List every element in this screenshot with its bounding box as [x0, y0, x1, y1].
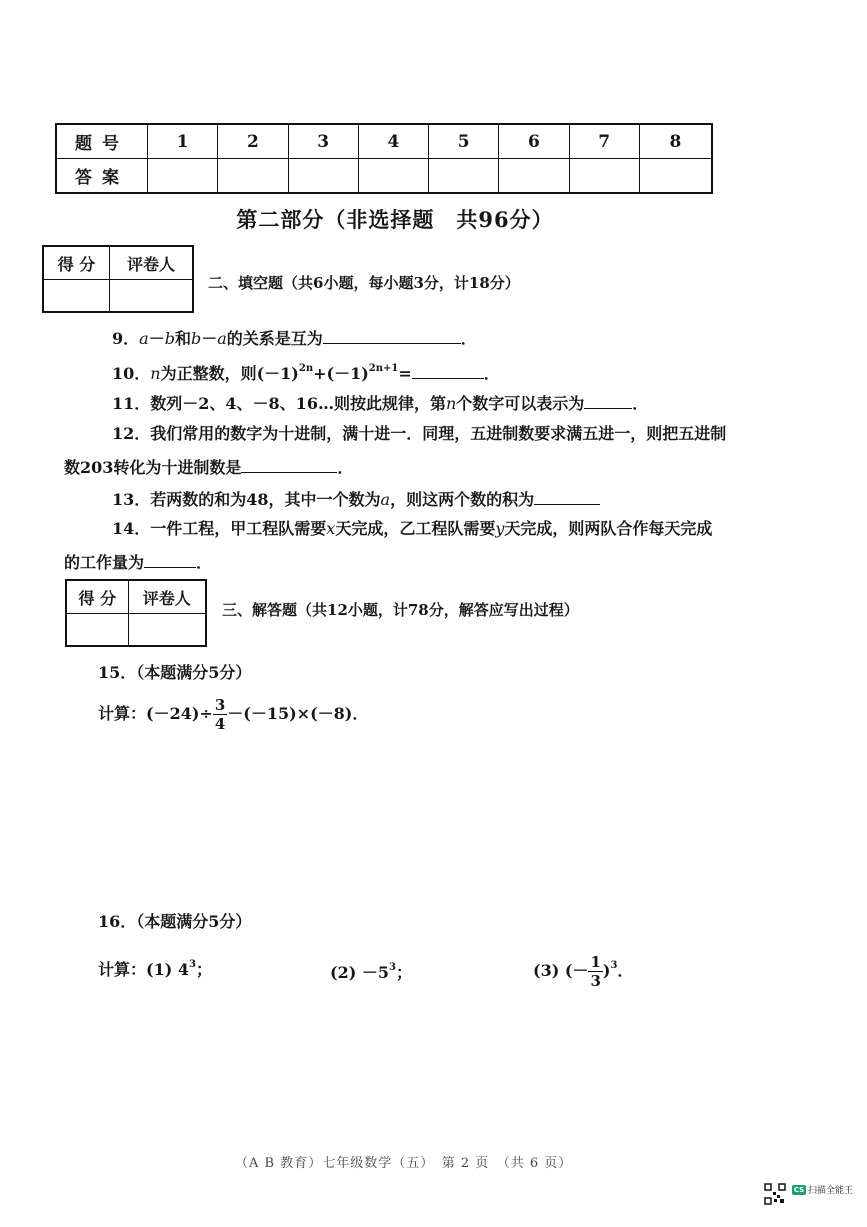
question-14-line-2: [64, 551, 212, 573]
question-text: 14．一件工程，甲工程队需要: [112, 519, 327, 538]
score-box: [65, 579, 207, 647]
answer-cell[interactable]: [288, 159, 358, 194]
answer-table-number: 1: [148, 124, 218, 159]
question-14-line-1: [112, 519, 712, 539]
var-a: a: [380, 490, 391, 509]
question-11: [112, 392, 648, 414]
question-text: 天完成，则两队合作每天完成: [504, 519, 713, 538]
answer-cell[interactable]: [639, 159, 712, 194]
question-end: ．: [460, 329, 477, 348]
answer-cell[interactable]: [148, 159, 218, 194]
fraction-numerator: 3: [214, 696, 226, 714]
question-text: 个数字可以表示为: [456, 394, 585, 413]
grader-label: 评卷人: [110, 246, 193, 280]
question-text: 的工作量为: [64, 553, 145, 572]
equals-sign: =: [398, 364, 412, 383]
fraction-denominator: 3: [590, 972, 601, 990]
var-n: n: [445, 394, 457, 413]
answer-table: [55, 123, 713, 194]
var-y: y: [495, 519, 505, 538]
question-number: 11．: [112, 394, 151, 413]
scanner-app-name: 扫描全能王: [808, 1186, 854, 1196]
score-label: 得 分: [43, 246, 110, 280]
fraction-denominator: 4: [214, 715, 226, 733]
paren-open: (－: [564, 961, 589, 980]
question-9: [112, 327, 477, 349]
expression-rest: －(－15)×(－8)．: [227, 704, 369, 723]
operator: －: [148, 329, 165, 348]
question-number: 9．: [112, 329, 140, 348]
exponent: 3: [610, 960, 618, 971]
grader-cell[interactable]: [110, 280, 193, 313]
base: －5: [361, 963, 389, 982]
answer-blank[interactable]: [412, 362, 484, 379]
answer-table-number: 5: [429, 124, 499, 159]
var-x: x: [326, 519, 336, 538]
answer-table-number: 4: [358, 124, 428, 159]
answer-cell[interactable]: [429, 159, 499, 194]
question-12-line-2: [64, 456, 353, 478]
question-15-title: 15．（本题满分5分）: [98, 663, 252, 682]
var-b: b: [190, 329, 202, 348]
answer-cell[interactable]: [569, 159, 639, 194]
answer-table-number: 7: [569, 124, 639, 159]
answer-table-answer-row: [56, 159, 712, 194]
question-number: 10．: [112, 364, 151, 383]
fraction: [588, 953, 602, 990]
var-a: a: [139, 329, 149, 348]
question-12-line-1: 12．我们常用的数字为十进制，满十进一．同理，五进制数要求满五进一，则把五进制: [112, 424, 727, 443]
grader-label: 评卷人: [128, 580, 206, 614]
score-cell[interactable]: [43, 280, 110, 313]
question-10: [112, 359, 500, 384]
exponent: 3: [389, 962, 396, 973]
answer-blank[interactable]: [584, 392, 632, 409]
question-16-part-2: [330, 958, 412, 983]
calc-label: 计算：: [98, 960, 147, 979]
part-title: 第二部分（非选择题 共96分）: [236, 207, 554, 232]
question-text: 和: [174, 329, 191, 348]
answer-blank[interactable]: [534, 488, 600, 505]
part-end: ．: [617, 961, 634, 980]
question-16-title: 16．（本题满分5分）: [98, 912, 252, 931]
question-text: 数列－2、4、－8、16…则按此规律，第: [150, 394, 446, 413]
answer-cell[interactable]: [358, 159, 428, 194]
answer-table-number-row: [56, 124, 712, 159]
exponent: 2n: [298, 363, 314, 374]
scanner-logo-icon: CS: [793, 1186, 805, 1194]
question-number-label: 题号: [56, 124, 148, 159]
var-n: n: [150, 364, 161, 383]
question-text: 数203转化为十进制数是: [64, 458, 242, 477]
answer-blank[interactable]: [144, 551, 196, 568]
question-text: +(－1): [313, 364, 369, 383]
section-2-heading: 二、填空题（共6小题，每小题3分，计18分）: [208, 274, 520, 292]
question-text: 天完成，乙工程队需要: [335, 519, 496, 538]
exponent: 2n+1: [368, 363, 399, 374]
fraction: [213, 696, 227, 733]
calc-label: 计算：(－24)÷: [98, 704, 213, 723]
question-end: ．: [196, 553, 213, 572]
question-16-part-3: [533, 948, 633, 990]
question-text: 为正整数，则(－1): [160, 364, 299, 383]
question-15-expression: [98, 696, 368, 733]
part-label: (1): [146, 960, 173, 979]
question-end: ．: [483, 364, 500, 383]
paren-close: ): [602, 961, 611, 980]
exponent: 3: [189, 959, 196, 970]
answer-label: 答案: [56, 159, 148, 194]
answer-cell[interactable]: [499, 159, 569, 194]
question-text: ，则这两个数的积为: [390, 490, 535, 509]
qr-code-icon: [764, 1183, 786, 1205]
grader-cell[interactable]: [128, 614, 206, 647]
part-label: (3): [533, 961, 560, 980]
part-label: (2): [330, 963, 357, 982]
answer-blank[interactable]: [323, 327, 461, 344]
section-3-heading: 三、解答题（共12小题，计78分，解答应写出过程）: [222, 601, 579, 619]
score-cell[interactable]: [66, 614, 128, 647]
score-box: [42, 245, 194, 313]
answer-table-number: 2: [218, 124, 288, 159]
operator: －: [201, 329, 218, 348]
answer-table-number: 3: [288, 124, 358, 159]
answer-table-number: 8: [639, 124, 712, 159]
part-end: ；: [395, 963, 412, 982]
question-13: [112, 488, 600, 510]
fraction-numerator: 1: [590, 953, 601, 971]
answer-cell[interactable]: [218, 159, 288, 194]
question-16-part-1: [98, 955, 212, 980]
question-text: 13．若两数的和为48，其中一个数为: [112, 490, 381, 509]
question-text: 的关系是互为: [226, 329, 323, 348]
var-a: a: [217, 329, 227, 348]
var-b: b: [164, 329, 175, 348]
page-footer: （A B 教育）七年级数学（五） 第 2 页 （共 6 页）: [235, 1156, 573, 1171]
answer-table-number: 6: [499, 124, 569, 159]
answer-blank[interactable]: [241, 456, 337, 473]
question-end: ．: [337, 458, 354, 477]
part-end: ；: [195, 960, 212, 979]
score-label: 得 分: [66, 580, 128, 614]
base: 4: [177, 960, 190, 979]
question-end: ．: [632, 394, 649, 413]
